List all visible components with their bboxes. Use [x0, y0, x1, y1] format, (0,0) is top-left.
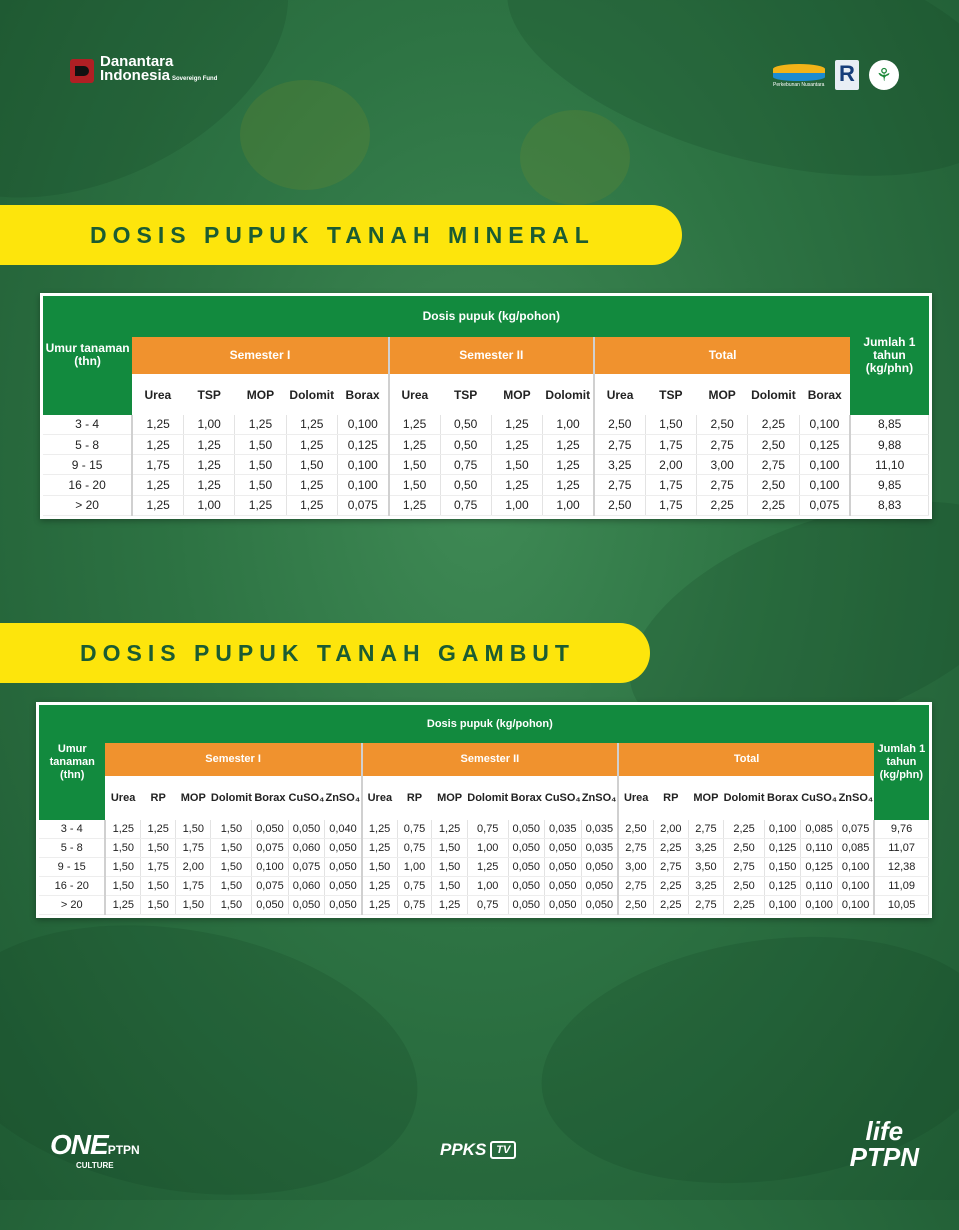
dose-cell: 1,25 — [132, 415, 183, 435]
dose-cell: 2,75 — [748, 455, 799, 475]
subheader-cell: Urea — [389, 374, 440, 415]
dose-cell: 0,125 — [801, 857, 838, 876]
dose-cell: 0,50 — [440, 415, 491, 435]
dose-cell: 1,25 — [286, 415, 337, 435]
tv-icon: TV — [490, 1141, 516, 1159]
dose-cell: 3,00 — [696, 455, 747, 475]
dose-cell: 0,040 — [325, 820, 362, 838]
header-semester-1: Semester I — [105, 743, 361, 775]
dose-cell: 1,25 — [235, 495, 286, 515]
dose-cell: 1,25 — [467, 857, 508, 876]
dose-cell: 1,25 — [141, 820, 176, 838]
partner-logos — [773, 60, 899, 90]
dose-cell: 0,75 — [440, 455, 491, 475]
dose-cell: 1,25 — [286, 475, 337, 495]
dose-cell: 0,050 — [288, 820, 325, 838]
dose-cell: 0,75 — [440, 495, 491, 515]
dose-cell: 1,50 — [105, 857, 140, 876]
dose-cell: 1,50 — [141, 895, 176, 914]
dose-cell: 1,75 — [132, 455, 183, 475]
one-ptpn-culture-logo — [50, 1129, 140, 1170]
dose-cell: 2,25 — [724, 895, 765, 914]
dose-cell: 2,00 — [653, 820, 688, 838]
subheader-cell: Dolomit — [724, 776, 765, 820]
total-year-cell: 8,85 — [850, 415, 928, 435]
header-total: Total — [594, 337, 850, 375]
header-age: Umur tanaman (thn) — [39, 705, 105, 820]
subheader-cell: Borax — [252, 776, 288, 820]
dose-cell: 0,050 — [508, 820, 544, 838]
dose-cell: 3,25 — [594, 455, 645, 475]
dose-cell: 0,75 — [397, 838, 432, 857]
dose-cell: 0,100 — [799, 475, 850, 495]
dose-cell: 1,25 — [362, 876, 397, 895]
dose-cell: 0,75 — [397, 820, 432, 838]
dose-cell: 1,00 — [543, 495, 594, 515]
dose-cell: 0,100 — [765, 895, 801, 914]
subheader-cell: Urea — [362, 776, 397, 820]
subheader-cell: TSP — [184, 374, 235, 415]
age-cell: 3 - 4 — [43, 415, 132, 435]
dose-cell: 0,050 — [508, 857, 544, 876]
dose-cell: 0,100 — [337, 475, 388, 495]
dose-cell: 0,075 — [337, 495, 388, 515]
dose-cell: 1,25 — [543, 434, 594, 454]
dose-cell: 0,100 — [799, 455, 850, 475]
table-row — [43, 415, 929, 435]
dose-cell: 2,25 — [653, 895, 688, 914]
subheader-cell: Urea — [618, 776, 653, 820]
subheader-cell: Dolomit — [748, 374, 799, 415]
dose-cell: 0,035 — [544, 820, 581, 838]
dose-cell: 2,75 — [618, 876, 653, 895]
dose-cell: 1,25 — [389, 495, 440, 515]
danantara-sub: Sovereign Fund — [172, 76, 218, 82]
dose-cell: 0,075 — [799, 495, 850, 515]
subheader-cell: ZnSO₄ — [838, 776, 875, 820]
dose-cell: 1,25 — [491, 475, 542, 495]
dose-cell: 1,25 — [235, 415, 286, 435]
subheader-cell: ZnSO₄ — [581, 776, 618, 820]
dose-cell: 0,085 — [801, 820, 838, 838]
dose-cell: 1,25 — [132, 475, 183, 495]
dose-cell: 1,75 — [141, 857, 176, 876]
dose-cell: 0,100 — [838, 857, 875, 876]
dose-cell: 1,50 — [432, 857, 467, 876]
subheader-cell: MOP — [176, 776, 211, 820]
subheader-cell: Urea — [105, 776, 140, 820]
perkebunan-nusantara-text: Perkebunan Nusantara — [773, 82, 825, 88]
dose-cell: 2,25 — [653, 876, 688, 895]
total-year-cell: 8,83 — [850, 495, 928, 515]
danantara-mark-icon — [70, 59, 94, 83]
dose-cell: 0,100 — [801, 895, 838, 914]
dose-cell: 0,050 — [252, 895, 288, 914]
subheader-cell: CuSO₄ — [544, 776, 581, 820]
dose-cell: 2,50 — [724, 876, 765, 895]
dose-cell: 0,085 — [838, 838, 875, 857]
dose-cell: 1,50 — [389, 475, 440, 495]
dose-cell: 1,00 — [184, 415, 235, 435]
dose-cell: 2,75 — [594, 475, 645, 495]
one-text: ONE — [50, 1129, 108, 1160]
dose-cell: 2,25 — [696, 495, 747, 515]
dose-cell: 1,50 — [286, 455, 337, 475]
dose-cell: 1,00 — [543, 415, 594, 435]
subheader-cell: CuSO₄ — [801, 776, 838, 820]
subheader-cell: TSP — [645, 374, 696, 415]
dose-cell: 1,25 — [286, 434, 337, 454]
table-row — [43, 475, 929, 495]
total-year-cell: 11,09 — [874, 876, 928, 895]
dose-cell: 0,110 — [801, 838, 838, 857]
subheader-cell: RP — [141, 776, 176, 820]
dose-cell: 2,75 — [653, 857, 688, 876]
header-semester-2: Semester II — [362, 743, 618, 775]
dose-cell: 0,050 — [508, 895, 544, 914]
dose-cell: 1,25 — [105, 820, 140, 838]
dose-cell: 1,25 — [105, 895, 140, 914]
dose-cell: 1,75 — [645, 475, 696, 495]
table-row — [39, 895, 929, 914]
dose-cell: 1,50 — [211, 838, 252, 857]
dose-cell: 0,50 — [440, 475, 491, 495]
dose-cell: 1,50 — [432, 876, 467, 895]
dose-cell: 2,50 — [696, 415, 747, 435]
dose-cell: 3,25 — [688, 838, 723, 857]
dose-cell: 2,50 — [618, 820, 653, 838]
dose-cell: 2,75 — [724, 857, 765, 876]
life-ptpn-logo — [850, 1118, 919, 1170]
header-dose: Dosis pupuk (kg/pohon) — [105, 705, 874, 743]
dose-cell: 1,25 — [543, 475, 594, 495]
dose-cell: 2,00 — [645, 455, 696, 475]
r-logo: R — [835, 60, 859, 90]
dose-cell: 0,050 — [288, 895, 325, 914]
subheader-cell: MOP — [491, 374, 542, 415]
dose-cell: 1,50 — [141, 838, 176, 857]
dose-cell: 0,050 — [544, 838, 581, 857]
dose-cell: 0,100 — [838, 876, 875, 895]
dose-cell: 1,25 — [543, 455, 594, 475]
dose-cell: 1,50 — [176, 895, 211, 914]
ppks-tv-logo — [440, 1140, 516, 1160]
header-dose: Dosis pupuk (kg/pohon) — [132, 296, 850, 337]
dose-cell: 2,75 — [696, 475, 747, 495]
dose-cell: 2,25 — [748, 415, 799, 435]
dose-cell: 1,50 — [362, 857, 397, 876]
dose-cell: 0,050 — [325, 857, 362, 876]
dose-cell: 0,050 — [581, 876, 618, 895]
dose-cell: 1,00 — [467, 876, 508, 895]
dose-cell: 2,75 — [688, 895, 723, 914]
subheader-cell: Dolomit — [286, 374, 337, 415]
subheader-cell: MOP — [688, 776, 723, 820]
dose-cell: 0,125 — [337, 434, 388, 454]
dose-cell: 3,25 — [688, 876, 723, 895]
dose-cell: 2,50 — [748, 475, 799, 495]
table-row — [39, 857, 929, 876]
header-semester-2: Semester II — [389, 337, 594, 375]
dose-cell: 2,25 — [724, 820, 765, 838]
age-cell: 5 - 8 — [43, 434, 132, 454]
dose-cell: 2,50 — [594, 495, 645, 515]
dose-cell: 1,50 — [211, 876, 252, 895]
dose-cell: 0,125 — [799, 434, 850, 454]
dose-cell: 1,25 — [389, 415, 440, 435]
subheader-cell: CuSO₄ — [288, 776, 325, 820]
dose-cell: 1,50 — [235, 434, 286, 454]
age-cell: > 20 — [39, 895, 105, 914]
dose-cell: 2,25 — [653, 838, 688, 857]
subheader-cell: MOP — [432, 776, 467, 820]
dose-cell: 1,25 — [432, 895, 467, 914]
dose-cell: 0,75 — [397, 876, 432, 895]
total-year-cell: 11,07 — [874, 838, 928, 857]
dose-cell: 1,50 — [235, 455, 286, 475]
dose-cell: 0,110 — [801, 876, 838, 895]
dose-cell: 2,75 — [696, 434, 747, 454]
dose-cell: 0,100 — [252, 857, 288, 876]
dose-cell: 1,50 — [141, 876, 176, 895]
header-semester-1: Semester I — [132, 337, 388, 375]
subheader-cell: RP — [397, 776, 432, 820]
section-title-mineral: DOSIS PUPUK TANAH MINERAL — [90, 221, 595, 248]
palm-fruit-decoration — [240, 80, 370, 190]
dose-cell: 1,00 — [467, 838, 508, 857]
dose-cell: 0,050 — [325, 895, 362, 914]
table-gambut — [36, 702, 932, 918]
dose-cell: 2,75 — [594, 434, 645, 454]
dose-cell: 2,50 — [594, 415, 645, 435]
dose-cell: 1,00 — [184, 495, 235, 515]
dose-cell: 0,050 — [325, 838, 362, 857]
dose-cell: 1,75 — [176, 838, 211, 857]
dose-cell: 1,25 — [432, 820, 467, 838]
dose-cell: 1,25 — [184, 455, 235, 475]
dose-cell: 0,075 — [252, 838, 288, 857]
subheader-cell: Borax — [508, 776, 544, 820]
dose-cell: 1,25 — [184, 434, 235, 454]
table-row — [39, 820, 929, 838]
dose-cell: 0,050 — [581, 857, 618, 876]
subheader-cell: RP — [653, 776, 688, 820]
dose-cell: 0,75 — [467, 820, 508, 838]
age-cell: 9 - 15 — [39, 857, 105, 876]
dose-cell: 2,50 — [724, 838, 765, 857]
dose-cell: 0,035 — [581, 838, 618, 857]
total-year-cell: 9,76 — [874, 820, 928, 838]
age-cell: 5 - 8 — [39, 838, 105, 857]
header-total: Total — [618, 743, 874, 775]
total-year-cell: 12,38 — [874, 857, 928, 876]
dose-cell: 1,00 — [491, 495, 542, 515]
dose-cell: 1,50 — [105, 838, 140, 857]
perkebunan-nusantara-logo — [773, 60, 825, 90]
dose-cell: 0,100 — [765, 820, 801, 838]
dose-cell: 2,50 — [748, 434, 799, 454]
dose-cell: 2,50 — [618, 895, 653, 914]
subheader-cell: MOP — [696, 374, 747, 415]
dose-cell: 2,75 — [688, 820, 723, 838]
total-year-cell: 9,85 — [850, 475, 928, 495]
dose-cell: 1,50 — [211, 895, 252, 914]
palm-fruit-decoration — [520, 110, 630, 205]
dose-cell: 0,075 — [252, 876, 288, 895]
dose-cell: 1,25 — [132, 434, 183, 454]
culture-text: CULTURE — [76, 1161, 114, 1170]
subheader-cell: Urea — [132, 374, 183, 415]
dose-cell: 0,100 — [838, 895, 875, 914]
dose-cell: 1,50 — [491, 455, 542, 475]
dose-cell: 1,25 — [184, 475, 235, 495]
dose-cell: 0,100 — [337, 455, 388, 475]
dose-cell: 1,75 — [645, 495, 696, 515]
dose-cell: 0,075 — [838, 820, 875, 838]
dose-cell: 1,50 — [389, 455, 440, 475]
subheader-cell: Dolomit — [467, 776, 508, 820]
table-row — [43, 455, 929, 475]
dose-cell: 0,050 — [544, 857, 581, 876]
dose-cell: 1,50 — [432, 838, 467, 857]
dose-cell: 0,050 — [325, 876, 362, 895]
subheader-cell: Borax — [799, 374, 850, 415]
ptpn-text: PTPN — [849, 1142, 919, 1172]
age-cell: 3 - 4 — [39, 820, 105, 838]
dose-cell: 0,050 — [544, 895, 581, 914]
age-cell: > 20 — [43, 495, 132, 515]
dose-cell: 1,25 — [132, 495, 183, 515]
dose-cell: 1,50 — [211, 857, 252, 876]
life-text: life — [865, 1116, 904, 1146]
ptpn-text: PTPN — [107, 1143, 140, 1157]
dose-cell: 0,050 — [581, 895, 618, 914]
dose-cell: 0,060 — [288, 876, 325, 895]
danantara-line1: Danantara — [100, 53, 174, 70]
dose-cell: 1,25 — [491, 434, 542, 454]
dose-cell: 1,25 — [362, 820, 397, 838]
dose-cell: 0,50 — [440, 434, 491, 454]
dose-cell: 1,75 — [645, 434, 696, 454]
dose-cell: 1,25 — [362, 838, 397, 857]
dose-cell: 0,035 — [581, 820, 618, 838]
dose-cell: 1,50 — [235, 475, 286, 495]
dose-cell: 0,050 — [508, 876, 544, 895]
age-cell: 16 - 20 — [39, 876, 105, 895]
dose-cell: 3,00 — [618, 857, 653, 876]
section-banner-gambut — [0, 623, 650, 683]
dose-cell: 0,075 — [288, 857, 325, 876]
table-row — [43, 434, 929, 454]
dose-cell: 1,25 — [362, 895, 397, 914]
danantara-logo — [70, 55, 217, 86]
dose-cell: 1,50 — [645, 415, 696, 435]
total-year-cell: 10,05 — [874, 895, 928, 914]
dose-cell: 0,150 — [765, 857, 801, 876]
section-banner-mineral — [0, 205, 682, 265]
dose-cell: 0,125 — [765, 838, 801, 857]
dose-cell: 0,100 — [799, 415, 850, 435]
subheader-cell: Borax — [337, 374, 388, 415]
header-total-year: Jumlah 1 tahun (kg/phn) — [850, 296, 928, 415]
palm-leaf-decoration — [0, 890, 439, 1229]
subheader-cell: Borax — [765, 776, 801, 820]
subheader-cell: Urea — [594, 374, 645, 415]
table-row — [39, 838, 929, 857]
dose-cell: 1,25 — [286, 495, 337, 515]
dose-cell: 3,50 — [688, 857, 723, 876]
table-row — [43, 495, 929, 515]
dose-cell: 2,25 — [748, 495, 799, 515]
ppks-text: PPKS — [440, 1140, 487, 1159]
dose-cell: 1,00 — [397, 857, 432, 876]
dose-cell: 0,050 — [544, 876, 581, 895]
header-age: Umur tanaman (thn) — [43, 296, 132, 415]
dose-cell: 2,75 — [618, 838, 653, 857]
dose-cell: 1,75 — [176, 876, 211, 895]
dose-cell: 1,50 — [211, 820, 252, 838]
table-mineral — [40, 293, 932, 519]
dose-cell: 0,050 — [252, 820, 288, 838]
age-cell: 16 - 20 — [43, 475, 132, 495]
subheader-cell: ZnSO₄ — [325, 776, 362, 820]
age-cell: 9 - 15 — [43, 455, 132, 475]
subheader-cell: Dolomit — [211, 776, 252, 820]
subheader-cell: TSP — [440, 374, 491, 415]
dose-cell: 0,75 — [467, 895, 508, 914]
subheader-cell: Dolomit — [543, 374, 594, 415]
subheader-cell: MOP — [235, 374, 286, 415]
dose-cell: 0,75 — [397, 895, 432, 914]
dose-cell: 0,100 — [337, 415, 388, 435]
dose-cell: 1,25 — [389, 434, 440, 454]
total-year-cell: 11,10 — [850, 455, 928, 475]
total-year-cell: 9,88 — [850, 434, 928, 454]
dose-cell: 1,25 — [491, 415, 542, 435]
table-row — [39, 876, 929, 895]
dose-cell: 0,050 — [508, 838, 544, 857]
dose-cell: 1,50 — [176, 820, 211, 838]
dose-cell: 0,125 — [765, 876, 801, 895]
palm-emblem-icon: ⚘ — [869, 60, 899, 90]
dose-cell: 1,50 — [105, 876, 140, 895]
section-title-gambut: DOSIS PUPUK TANAH GAMBUT — [80, 639, 575, 666]
dose-cell: 0,060 — [288, 838, 325, 857]
danantara-line2: Indonesia — [100, 67, 171, 84]
header-total-year: Jumlah 1 tahun (kg/phn) — [874, 705, 928, 820]
dose-cell: 2,00 — [176, 857, 211, 876]
